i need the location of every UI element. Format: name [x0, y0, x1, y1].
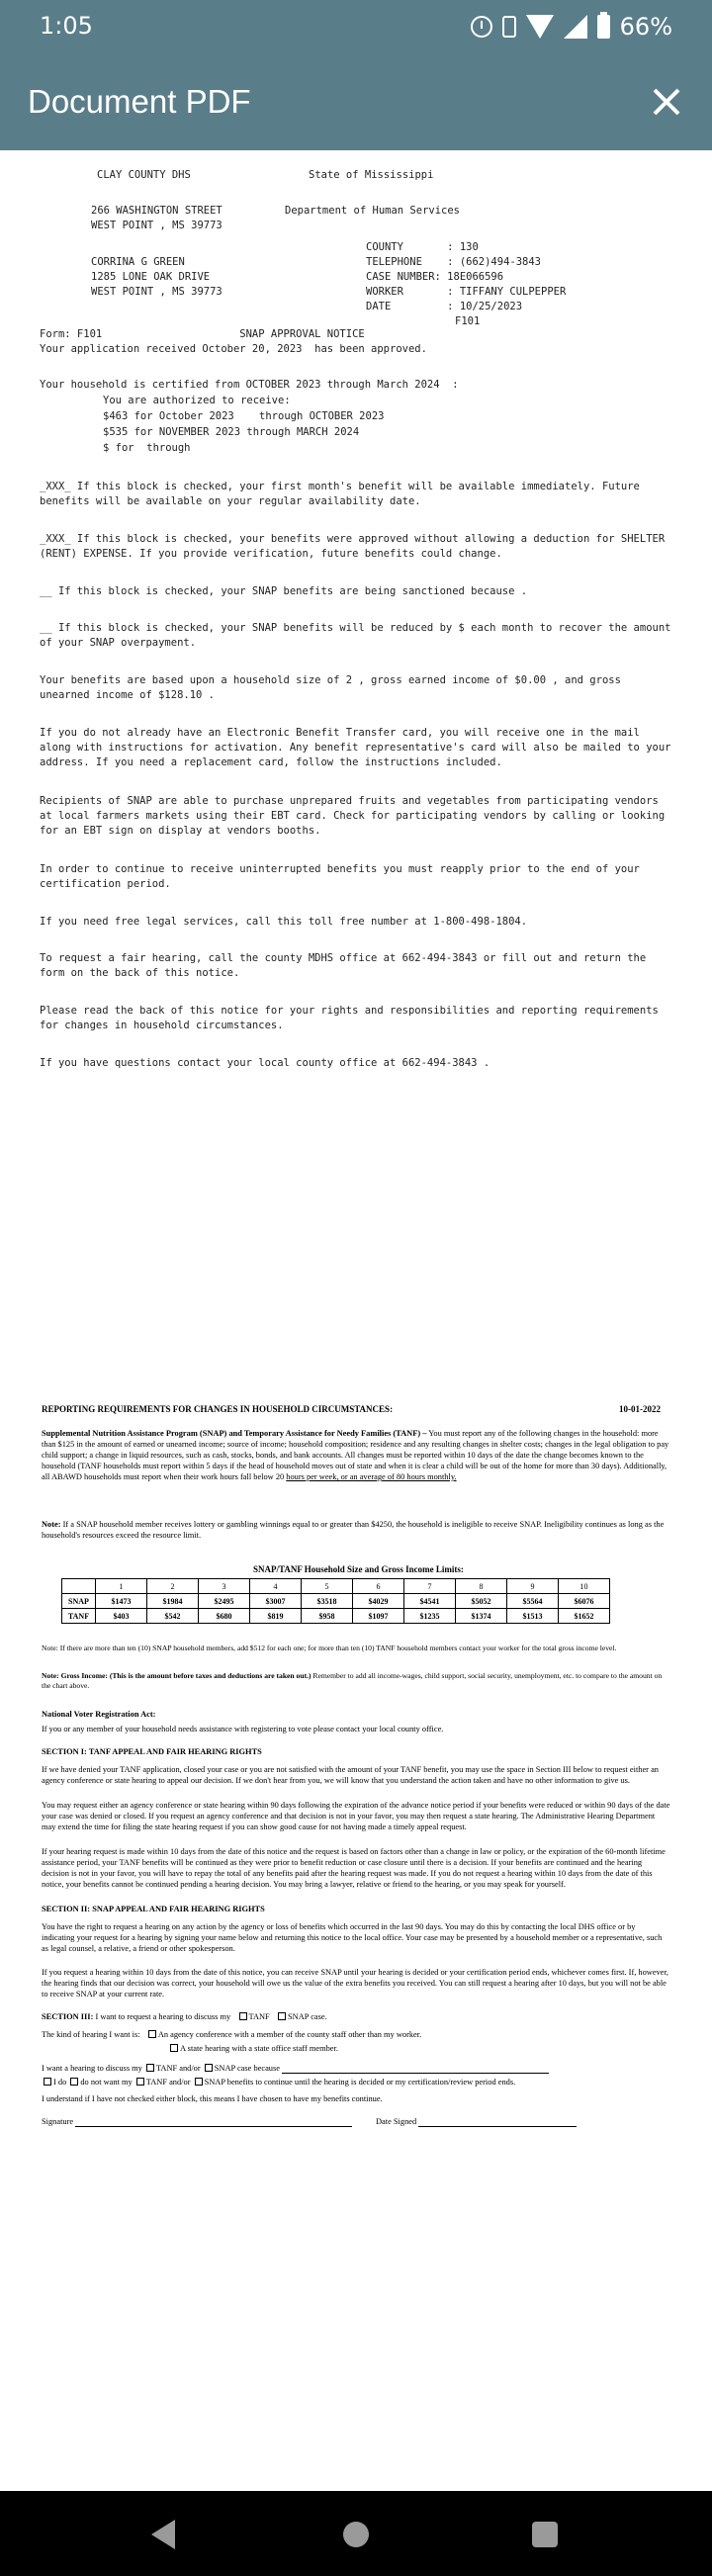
tanf-limit-cell: $403: [96, 1609, 147, 1624]
recipient-address-2: WEST POINT , MS 39773: [91, 286, 222, 298]
gross-income-note-text: Remember to add all income-wages, child support, social security, unemployment, etc. to compare to the amount on the chart above.: [42, 1671, 663, 1690]
date-signed-label: Date Signed: [376, 2117, 417, 2126]
block-shelter: _XXX_ If this block is checked, your benefits were approved without allowing a deduction for SHELTER (RENT) EXPENSE. If you provide verification, future benefits could change.: [40, 533, 666, 560]
continue-snap-checkbox[interactable]: [195, 2078, 203, 2086]
recipient-address-1: 1285 LONE OAK DRIVE: [91, 271, 211, 283]
case-number-field: CASE NUMBER: 18E066596: [366, 271, 504, 283]
certified-line: Your household is certified from OCTOBER 2023 through March 2024 :: [40, 379, 459, 391]
section3-snap-checkbox[interactable]: [278, 2012, 286, 2020]
agency-conference-label: An agency conference with a member of the county staff other than my worker.: [157, 2030, 422, 2039]
tanf-row-label: TANF: [62, 1609, 96, 1624]
status-time: 1:05: [40, 12, 93, 40]
tanf-limit-cell: $542: [147, 1609, 199, 1624]
reason-input-line[interactable]: [282, 2073, 549, 2074]
notice-title: Form: F101 SNAP APPROVAL NOTICE: [40, 328, 365, 340]
household-size-cell: 9: [507, 1579, 559, 1594]
household-size-cell: 1: [96, 1579, 147, 1594]
household-size-cell: 7: [404, 1579, 456, 1594]
block-overpayment: __ If this block is checked, your SNAP benefits will be reduced by $ each month to recover the amount of your SNAP overpayment.: [40, 622, 671, 649]
household-size-cell: 5: [302, 1579, 353, 1594]
snap-row-label: SNAP: [62, 1594, 96, 1609]
reporting-intro-bold: Supplemental Nutrition Assistance Program (SNAP) and Temporary Assistance for Needy Families (TANF) –: [42, 1429, 427, 1438]
table-row-tanf: [62, 1609, 610, 1624]
authorized-line: You are authorized to receive:: [103, 395, 291, 406]
nvra-heading: National Voter Registration Act:: [42, 1710, 156, 1719]
section3-text: I want to request a hearing to discuss my: [93, 2012, 231, 2021]
reporting-intro-underlined: hours per week, or an average of 80 hours monthly.: [286, 1472, 457, 1481]
state-hearing-checkbox[interactable]: [170, 2044, 178, 2052]
snap-limit-cell: $4029: [353, 1594, 404, 1609]
nvra-text: If you or any member of your household needs assistance with registering to vote please contact your local county office.: [42, 1725, 444, 1733]
home-icon[interactable]: [343, 2522, 369, 2547]
signature-line: [42, 2116, 352, 2127]
section3-request-line: [42, 2011, 327, 2022]
legal-services-line: If you need free legal services, call this toll free number at 1-800-498-1804.: [40, 916, 528, 928]
close-icon[interactable]: [643, 79, 690, 127]
agency-address-2: WEST POINT , MS 39773: [91, 220, 222, 231]
status-bar: [0, 0, 712, 55]
hearing-kind-line: [42, 2029, 421, 2040]
tanf-limit-cell: $1097: [353, 1609, 404, 1624]
snap-limit-cell: $3007: [250, 1594, 302, 1609]
status-icons: [471, 13, 672, 41]
signal-icon: [564, 15, 587, 39]
notice-page: [0, 150, 712, 1337]
read-back-paragraph: Please read the back of this notice for your rights and responsibilities and reporting requirements for changes in household circumstances.: [40, 1005, 659, 1031]
agency-conference-checkbox[interactable]: [148, 2030, 156, 2038]
reporting-intro: [42, 1428, 670, 1482]
tanf-limit-cell: $1513: [507, 1609, 559, 1624]
hearing-kind-label: The kind of hearing I want is:: [42, 2030, 140, 2039]
discuss-tanf-checkbox[interactable]: [146, 2064, 154, 2072]
snap-limit-cell: $6076: [559, 1594, 610, 1609]
limits-table-title: SNAP/TANF Household Size and Gross Income Limits:: [253, 1564, 464, 1574]
continue-tanf-checkbox[interactable]: [136, 2078, 144, 2086]
section2-paragraph-2: If you request a hearing within 10 days from the date of this notice, you can receive SNAP until your hearing is decided or your certification period ends, whichever comes first. If, however, the hearing finds that our decision was correct, your household will owe us the value of the extra benefits you received. You can still request a hearing after 10 days, but you will not be able to receive SNAP at your current rate.: [42, 1968, 669, 1999]
telephone-field: TELEPHONE : (662)494-3843: [366, 256, 542, 268]
i-do-checkbox[interactable]: [44, 2078, 51, 2086]
snap-limit-cell: $4541: [404, 1594, 456, 1609]
signature-input-line[interactable]: [75, 2126, 352, 2127]
tanf-limit-cell: $680: [199, 1609, 250, 1624]
members-note: Note: If there are more than ten (10) SNAP household members, add $512 for each one; for more than ten (10) TANF household members contact your worker for the total gross income level.: [42, 1643, 617, 1652]
reporting-heading: REPORTING REQUIREMENTS FOR CHANGES IN HOUSEHOLD CIRCUMSTANCES:: [42, 1404, 394, 1414]
snap-limit-cell: $1984: [147, 1594, 199, 1609]
tanf-limit-cell: $1374: [456, 1609, 507, 1624]
state-hearing-line: [168, 2043, 338, 2054]
section3-heading: SECTION III:: [42, 2012, 94, 2021]
tanf-limit-cell: $819: [250, 1609, 302, 1624]
date-field: DATE : 10/25/2023: [366, 301, 523, 312]
understand-line: I understand if I have not checked either block, this means I have chosen to have my benefits continue.: [42, 2094, 383, 2103]
tanf-limit-cell: $1652: [559, 1609, 610, 1624]
table-row-sizes: [62, 1579, 610, 1594]
date-signed-line: [376, 2116, 577, 2127]
household-size-cell: 8: [456, 1579, 507, 1594]
alarm-icon: [471, 16, 492, 38]
navigation-bar: [0, 2491, 712, 2576]
snap-limit-cell: $5052: [456, 1594, 507, 1609]
ebt-paragraph: If you do not already have an Electronic Benefit Transfer card, you will receive one in the mail along with instructions for activation. Any benefit representative's card will also be mailed to your address. If you need a replacement card, follow the instructions included.: [40, 727, 671, 768]
gross-income-note-label: Note: Gross Income: (This is the amount before taxes and deductions are taken out.): [42, 1671, 312, 1680]
discuss-label: I want a hearing to discuss my: [42, 2064, 142, 2073]
recent-apps-icon[interactable]: [532, 2522, 558, 2547]
section2-paragraph-1: You have the right to request a hearing on any action by the agency or loss of benefits which occurred in the last 90 days. You may do this by contacting the local DHS office or by indicating your request for a hearing by signing your name below and returning this notice to the local office. Your case may be presented by a household member or a representative, such as legal counsel, a relative, a friend or other spokesperson.: [42, 1922, 663, 1953]
household-size-cell: 6: [353, 1579, 404, 1594]
state-name: State of Mississippi: [309, 169, 434, 181]
lottery-note-text: If a SNAP household member receives lottery or gambling winnings equal to or greater than $4250, the household is ineligible to receive SNAP. Ineligibility continues as long as the household's resources exceed the resource limit.: [42, 1520, 665, 1540]
form-code: F101: [455, 315, 481, 327]
household-size-cell: 10: [559, 1579, 610, 1594]
discuss-snap-label: SNAP case because: [214, 2064, 280, 2073]
table-row-snap: [62, 1594, 610, 1609]
signature-label: Signature: [42, 2117, 74, 2126]
continue-tanf-label: TANF and/or: [145, 2078, 191, 2087]
benefit-line-2: $535 for NOVEMBER 2023 through MARCH 2024: [103, 426, 360, 438]
snap-limit-cell: $2495: [199, 1594, 250, 1609]
discuss-reason-line: [42, 2063, 549, 2074]
back-icon[interactable]: [151, 2520, 175, 2549]
household-basis: Your benefits are based upon a household size of 2 , gross earned income of $0.00 , and gross unearned income of $128.10 .: [40, 674, 621, 701]
gross-income-note: [42, 1671, 670, 1691]
state-hearing-label: A state hearing with a state office staff member.: [180, 2044, 338, 2053]
discuss-snap-checkbox[interactable]: [205, 2064, 213, 2072]
farmers-market-paragraph: Recipients of SNAP are able to purchase unprepared fruits and vegetables from participating vendors at local farmers markets using their EBT card. Check for participating vendors by calling or looking for an EBT sign on display at vendors booths.: [40, 795, 666, 837]
household-size-cell: 2: [147, 1579, 199, 1594]
lottery-note-label: Note:: [42, 1520, 61, 1529]
snap-limit-cell: $3518: [302, 1594, 353, 1609]
agency-name: CLAY COUNTY DHS: [97, 169, 191, 181]
snap-limit-cell: $5564: [507, 1594, 559, 1609]
recipient-name: CORRINA G GREEN: [91, 256, 185, 268]
battery-icon: [597, 15, 610, 39]
continue-snap-label: SNAP benefits to continue until the hearing is decided or my certification/review period ends.: [204, 2078, 516, 2087]
table-corner-cell: [62, 1579, 96, 1594]
section1-paragraph-2: You may request either an agency conference or state hearing within 90 days following the expiration of the advance notice period if your benefits were reduced or within 90 days of the date your case was denied or closed. If you request an agency conference and that decision is not in your favor, you may then request a state hearing. The Administrative Hearing Department may extend the time for filing the state hearing request if you can show good cause for not having made a timely appeal request.: [42, 1801, 670, 1831]
reapply-paragraph: In order to continue to receive uninterrupted benefits you must reapply prior to the end of your certification period.: [40, 863, 640, 890]
do-not-checkbox[interactable]: [70, 2078, 78, 2086]
section2-heading: SECTION II: SNAP APPEAL AND FAIR HEARING RIGHTS: [42, 1905, 265, 1913]
section1-paragraph-1: If we have denied your TANF application, closed your case or you are not satisfied with the amount of your TANF benefit, you may use the space in Section III below to request either an agency conference or state hearing to appeal our decision. If we don't hear from you, we will know that you understand the action taken and have no other information to give us.: [42, 1765, 659, 1785]
questions-line: If you have questions contact your local county office at 662-494-3843 .: [40, 1057, 490, 1069]
tanf-limit-cell: $958: [302, 1609, 353, 1624]
i-do-label: I do: [53, 2078, 67, 2087]
app-bar: [0, 55, 712, 150]
wifi-icon: [526, 15, 554, 39]
income-limits-table: [61, 1578, 610, 1624]
revision-date: 10-01-2022: [619, 1404, 661, 1414]
discuss-tanf-label: TANF and/or: [155, 2064, 201, 2073]
benefit-line-3: $ for through: [103, 442, 191, 454]
department-name: Department of Human Services: [285, 205, 461, 217]
date-signed-input-line[interactable]: [418, 2126, 577, 2127]
household-size-cell: 4: [250, 1579, 302, 1594]
section1-paragraph-3: If your hearing request is made within 10 days from the date of this notice and the request is based on factors other than a change in law or policy, or the expiration of the 60-month lifetime assistance period, your TANF benefits will be continued as they were prior to benefit reduction or case closure until there is a decision. If your benefits are continued and the hearing decision is not in your favor, you will have to repay the total of any benefits paid after the hearing request was made. If you do not request a hearing within 10 days from the date of this notice, your benefits cannot be continued pending a hearing decision. You may bring a lawyer, relative or friend to the hearing, or you may speak for yourself.: [42, 1847, 666, 1889]
benefit-line-1: $463 for October 2023 through OCTOBER 2023: [103, 410, 385, 422]
received-line: Your application received October 20, 2023 has been approved.: [40, 343, 427, 355]
snap-limit-cell: $1473: [96, 1594, 147, 1609]
section3-tanf-label: TANF: [248, 2012, 270, 2021]
section3-tanf-checkbox[interactable]: [239, 2012, 247, 2020]
section3-snap-label: SNAP case.: [288, 2012, 327, 2021]
county-field: COUNTY : 130: [366, 241, 479, 253]
vibrate-icon: [502, 16, 516, 38]
block-immediate: _XXX_ If this block is checked, your first month's benefit will be available immediately. Future benefits will be available on your regular availability date.: [40, 481, 640, 507]
agency-address-1: 266 WASHINGTON STREET: [91, 205, 222, 217]
household-size-cell: 3: [199, 1579, 250, 1594]
continue-benefits-line: [42, 2077, 515, 2087]
battery-percent: 66%: [619, 13, 672, 41]
lottery-note: [42, 1519, 670, 1541]
block-sanction: __ If this block is checked, your SNAP benefits are being sanctioned because .: [40, 585, 528, 597]
app-title: Document PDF: [28, 83, 251, 120]
worker-field: WORKER : TIFFANY CULPEPPER: [366, 286, 567, 298]
section1-heading: SECTION I: TANF APPEAL AND FAIR HEARING RIGHTS: [42, 1747, 262, 1756]
tanf-limit-cell: $1235: [404, 1609, 456, 1624]
reporting-intro-text: You must report any of the following changes in the household: more than $125 in the amount of earned or unearned income; source of income; household composition; residence and any resulting changes in shelter costs; changes in the legal obligation to pay child support; a change in liquid resources, such as cash, stocks, bonds, and bank accounts. All changes must be reported within 10 days of the date the change becomes known to the household (TANF households must report within 5 days if the head of household moves out of state and when it is clear a child will be out of the home for more than 30 days). Additionally, all ABAWD households must report when their work hours fall below 20: [42, 1429, 669, 1481]
fair-hearing-paragraph: To request a fair hearing, call the county MDHS office at 662-494-3843 or fill out and return the form on the back of this notice.: [40, 952, 647, 979]
do-not-label: do not want my: [80, 2078, 133, 2087]
